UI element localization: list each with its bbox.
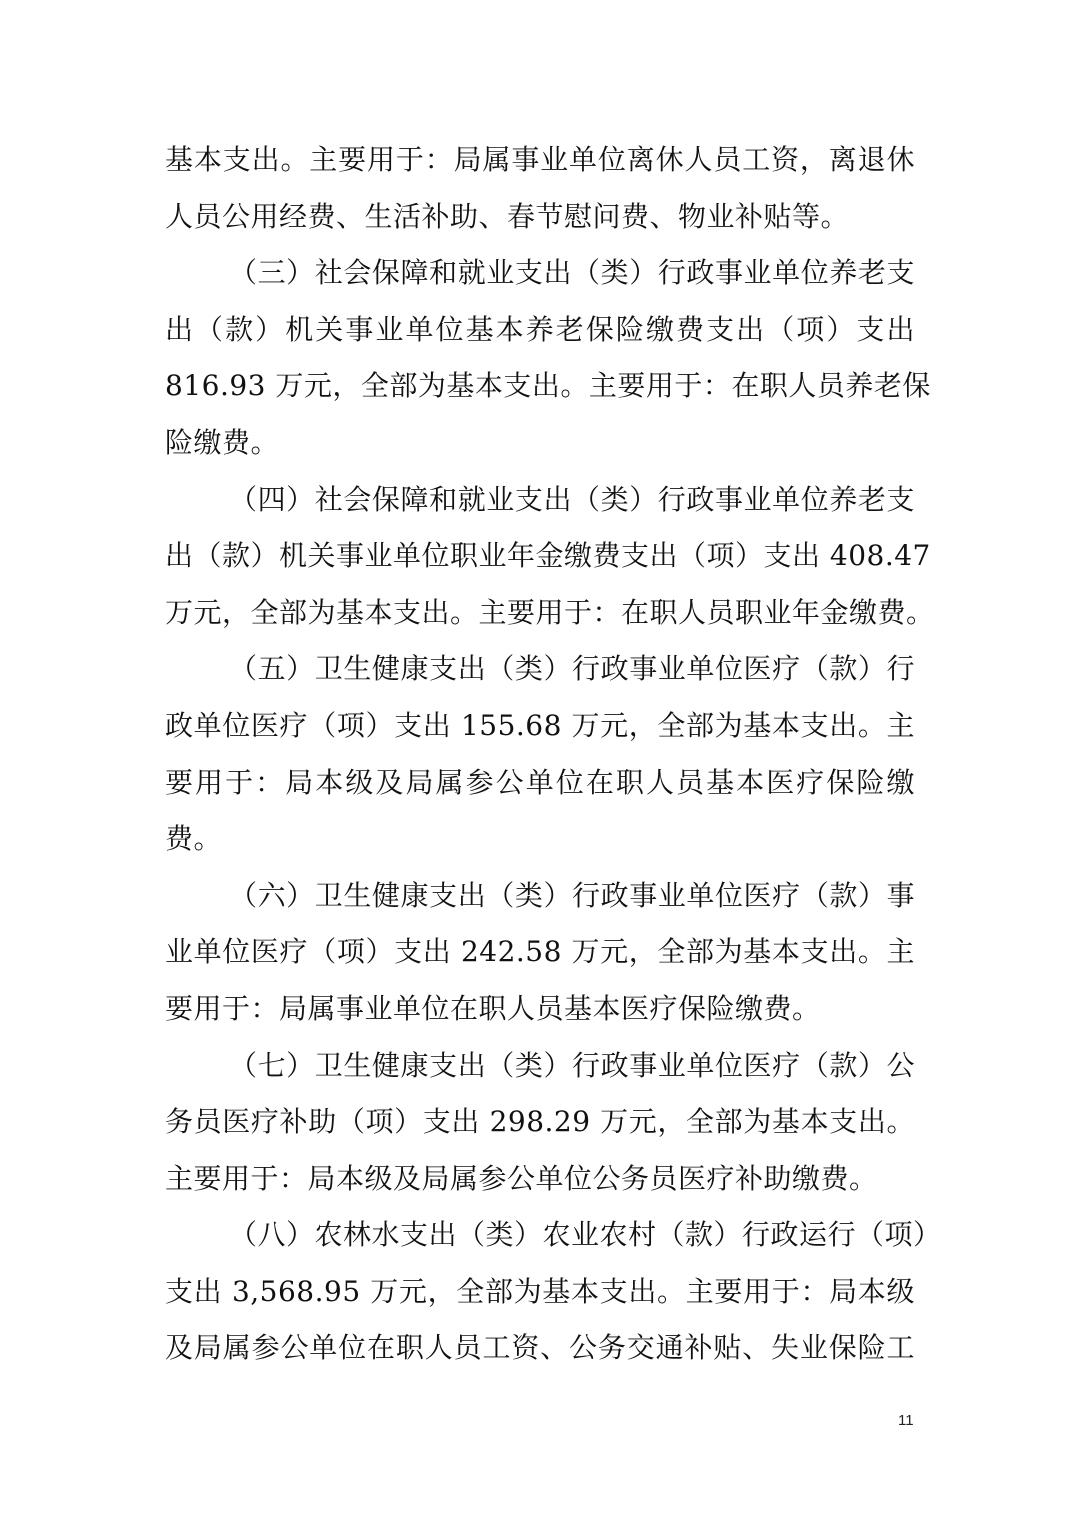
paragraph-first-line: （八）农林水支出（类）农业农村（款）行政运行（项）: [229, 1218, 942, 1252]
text-line: 支出 3,568.95 万元，全部为基本支出。主要用于：局本级: [165, 1274, 915, 1308]
paragraph-first-line: （四）社会保障和就业支出（类）行政事业单位养老支: [229, 482, 915, 516]
text-line: 出（款）机关事业单位基本养老保险缴费支出（项）支出: [165, 312, 915, 346]
text-line: 业单位医疗（项）支出 242.58 万元，全部为基本支出。主: [165, 935, 915, 969]
page-number: 11: [898, 1412, 914, 1429]
paragraph-first-line: （五）卫生健康支出（类）行政事业单位医疗（款）行: [229, 652, 915, 686]
text-line: 险缴费。: [165, 425, 280, 459]
paragraph-first-line: （三）社会保障和就业支出（类）行政事业单位养老支: [229, 256, 915, 290]
text-line: 基本支出。主要用于：局属事业单位离休人员工资，离退休: [165, 143, 915, 176]
paragraph-first-line: （七）卫生健康支出（类）行政事业单位医疗（款）公: [229, 1048, 915, 1082]
text-line: 816.93 万元，全部为基本支出。主要用于：在职人员养老保: [165, 369, 931, 403]
text-line: 政单位医疗（项）支出 155.68 万元，全部为基本支出。主: [165, 708, 915, 742]
body-text: [165, 132, 942, 1377]
paragraph-first-line: （六）卫生健康支出（类）行政事业单位医疗（款）事: [229, 878, 915, 912]
text-line: 要用于：局属事业单位在职人员基本医疗保险缴费。: [165, 991, 821, 1025]
text-line: 出（款）机关事业单位职业年金缴费支出（项）支出 408.47: [165, 539, 931, 573]
text-line: 人员公用经费、生活补助、春节慰问费、物业补贴等。: [165, 199, 850, 233]
text-line: 及局属参公单位在职人员工资、公务交通补贴、失业保险工: [165, 1331, 915, 1365]
text-line: 费。: [165, 822, 223, 856]
text-line: 主要用于：局本级及局属参公单位公务员医疗补助缴费。: [165, 1161, 878, 1195]
text-line: 务员医疗补助（项）支出 298.29 万元，全部为基本支出。: [165, 1105, 915, 1139]
text-line: 万元，全部为基本支出。主要用于：在职人员职业年金缴费。: [165, 595, 935, 629]
text-line: 要用于：局本级及局属参公单位在职人员基本医疗保险缴: [165, 765, 915, 799]
